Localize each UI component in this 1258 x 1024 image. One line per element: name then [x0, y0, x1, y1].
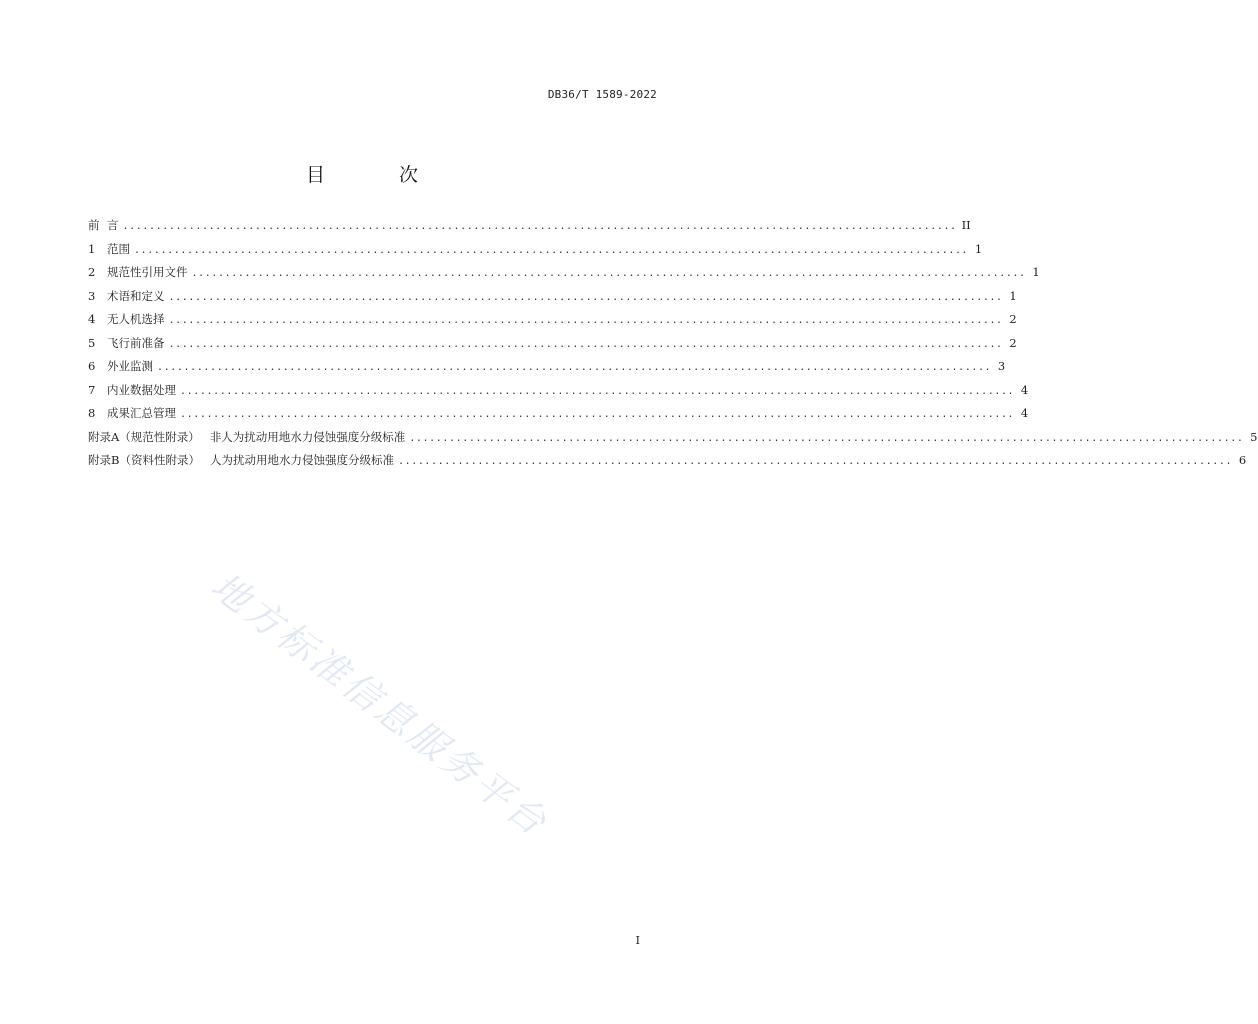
- page-number: I: [635, 934, 640, 947]
- toc-entry-page: 1: [1009, 288, 1017, 303]
- toc-entry-label: [200, 453, 394, 467]
- toc-entry-label: 无人机选择: [107, 312, 165, 326]
- dot-leader: ..............................................................................................................................: [134, 244, 969, 256]
- toc-entry-appendix-a[interactable]: [88, 429, 1258, 454]
- toc-entry-page: 4: [1020, 406, 1029, 420]
- dot-leader: ..............................................................................................................................: [157, 362, 992, 373]
- toc-entry-label: 术语和定义: [107, 288, 165, 303]
- toc-entry-page: 3: [997, 359, 1006, 373]
- toc-entry-appendix-b[interactable]: [88, 453, 1247, 477]
- toc-entry-data-processing[interactable]: [88, 382, 1029, 407]
- toc-entry-terms-definitions[interactable]: [88, 288, 1017, 313]
- toc-entry-label: 成果汇总管理: [107, 406, 176, 420]
- toc-entry-label: 范围: [107, 241, 130, 256]
- toc-entry-number: 3: [88, 288, 96, 303]
- dot-leader: ..............................................................................................................................: [180, 409, 1015, 420]
- toc-entry-number: 5: [88, 335, 96, 350]
- toc-entry-label: 飞行前准备: [107, 335, 165, 350]
- toc-entry-results-management[interactable]: [88, 406, 1029, 430]
- toc-entry-page: 6: [1238, 453, 1247, 467]
- toc-entry-uav-selection[interactable]: [88, 312, 1017, 336]
- toc-entry-label: 规范性引用文件: [107, 265, 188, 279]
- toc-entry-page: 4: [1020, 382, 1029, 397]
- toc-entry-page: 2: [1009, 335, 1017, 350]
- toc-entry-preflight[interactable]: [88, 335, 1017, 360]
- dot-leader: ..............................................................................................................................: [409, 432, 1244, 444]
- watermark: 地方标准信息服务平台: [203, 564, 557, 846]
- toc-entry-page: 5: [1250, 429, 1258, 444]
- toc-entry-number: 4: [88, 312, 96, 326]
- toc-entry-number: 8: [88, 406, 96, 420]
- toc-entry-normative-references[interactable]: [88, 265, 1040, 289]
- toc-entry-foreword[interactable]: [88, 218, 971, 242]
- dot-leader: ..............................................................................................................................: [122, 221, 957, 232]
- dot-leader: ..............................................................................................................................: [168, 315, 1003, 326]
- toc-entry-label-text: 非人为扰动用地水力侵蚀强度分级标准: [209, 429, 406, 444]
- toc-entry-page: 1: [974, 241, 983, 256]
- toc-entry-scope[interactable]: [88, 241, 983, 266]
- toc-entry-page: 1: [1032, 265, 1040, 279]
- toc-entry-number: 7: [88, 382, 96, 397]
- toc-entry-number: 附录A（规范性附录）: [88, 429, 200, 444]
- dot-leader: ..............................................................................................................................: [180, 385, 1015, 397]
- toc-entry-number: 6: [88, 359, 96, 373]
- toc-entry-label: 言: [107, 218, 119, 232]
- toc-entry-page: 2: [1009, 312, 1017, 326]
- dot-leader: ..............................................................................................................................: [397, 456, 1233, 467]
- toc-entry-label: [200, 430, 406, 444]
- toc-entry-label-text: 人为扰动用地水力侵蚀强度分级标准: [209, 453, 394, 467]
- dot-leader: ..............................................................................................................................: [191, 268, 1026, 279]
- toc-entry-label: 内业数据处理: [107, 382, 176, 397]
- table-of-contents: [88, 218, 1258, 477]
- dot-leader: ..............................................................................................................................: [168, 291, 1003, 303]
- toc-entry-page: II: [961, 218, 971, 232]
- toc-entry-number: 附录B（资料性附录）: [88, 453, 200, 467]
- toc-title: 目 次: [305, 164, 453, 186]
- toc-entry-number: 前: [88, 218, 100, 232]
- toc-entry-label: 外业监测: [107, 359, 153, 373]
- dot-leader: ..............................................................................................................................: [168, 338, 1003, 350]
- document-code: DB36/T 1589-2022: [547, 88, 657, 101]
- toc-entry-number: 2: [88, 265, 96, 279]
- toc-entry-field-monitoring[interactable]: [88, 359, 1006, 383]
- toc-entry-number: 1: [88, 241, 96, 256]
